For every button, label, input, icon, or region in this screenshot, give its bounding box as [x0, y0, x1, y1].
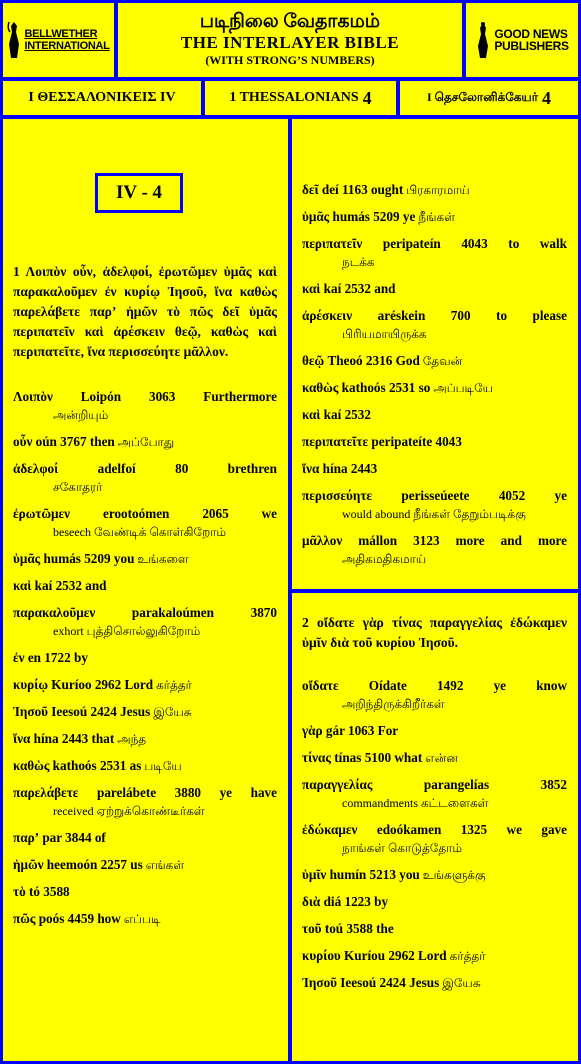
- word-entry-tamil: எங்கள்: [142, 858, 185, 872]
- word-entry-line: [302, 974, 567, 992]
- word-entry-line: [302, 487, 567, 505]
- word-entry-line: [302, 433, 567, 451]
- word-entry-text: ἵνα hína 2443 that: [13, 731, 115, 746]
- word-entry-line: [302, 208, 567, 226]
- title-subtitle: (WITH STRONG’S NUMBERS): [205, 53, 375, 67]
- word-entry-tamil: exhort புத்திசொல்லுகிறோம்: [53, 624, 201, 638]
- word-entry-line: [13, 676, 277, 694]
- word-entry-line: [302, 181, 567, 199]
- word-entry-line: [302, 866, 567, 884]
- word-entry: [13, 505, 277, 541]
- word-entry-tamil: commandments கட்டளைகள்: [342, 796, 489, 810]
- word-entry-line: [302, 235, 567, 253]
- verse-1-word-list-continued: [302, 181, 567, 568]
- right-top-content: [302, 181, 567, 577]
- chapter-label: IV - 4: [95, 173, 183, 213]
- word-entry-line: [302, 947, 567, 965]
- word-entry-text: τίνας tínas 5100 what: [302, 750, 423, 765]
- word-entry-tamil: அதிகமதிகமாய்: [342, 552, 427, 566]
- word-entry: [302, 235, 567, 271]
- left-column-content: [13, 262, 277, 937]
- english-book-title: 1 THESSALONIANS: [229, 90, 359, 105]
- word-entry: [13, 730, 277, 748]
- english-book-header: [205, 81, 396, 115]
- word-entry-line: [13, 910, 277, 928]
- english-chapter-number: 4: [362, 87, 372, 108]
- word-entry-tamil: சகோதரர்: [53, 480, 103, 494]
- word-entry-text: ἵνα hína 2443: [302, 461, 378, 476]
- word-entry-line: [13, 460, 277, 478]
- word-entry-text: ὑμᾶς humás 5209 you: [13, 551, 135, 566]
- word-entry-text: μᾶλλον mállon 3123 more and more: [302, 533, 567, 548]
- word-entry-text: ἐρωτῶμεν erootoómen 2065 we: [13, 506, 277, 521]
- word-entry-tamil: பிரகாரமாய்: [403, 183, 470, 197]
- word-entry-text: οἴδατε Oídate 1492 ye know: [302, 678, 567, 693]
- word-entry-tamil: அன்றியும்: [53, 408, 109, 422]
- word-entry: [302, 947, 567, 965]
- word-entry-text: καὶ kaí 2532: [302, 407, 371, 422]
- word-entry-tamil: அப்போது: [114, 435, 175, 449]
- word-entry: [13, 829, 277, 847]
- word-entry: [13, 460, 277, 496]
- word-entry: [302, 406, 567, 424]
- word-entry-text: ἐδώκαμεν edoókamen 1325 we gave: [302, 822, 567, 837]
- word-entry-text: Λοιπὸν Loipón 3063 Furthermore: [13, 389, 277, 404]
- word-entry: [13, 676, 277, 694]
- word-entry-tamil: would abound நீங்கள் தேறும்படிக்கு: [342, 507, 526, 521]
- word-entry: [302, 749, 567, 767]
- word-entry-text: ἡμῶν heemoón 2257 us: [13, 857, 143, 872]
- word-entry: [302, 460, 567, 478]
- word-entry: [302, 307, 567, 343]
- word-entry-tamil: பிரியமாயிருக்க: [342, 327, 427, 341]
- word-entry-text: παρακαλοῦμεν parakaloúmen 3870: [13, 605, 277, 620]
- word-entry-tamil: நீங்கள்: [415, 210, 456, 224]
- word-entry-line: [302, 379, 567, 397]
- word-entry-text: διὰ diá 1223 by: [302, 894, 389, 909]
- word-entry: [13, 649, 277, 667]
- word-entry-line: [13, 577, 277, 595]
- word-entry-line: [13, 388, 277, 406]
- word-entry-text: περιπατεῖτε peripateíte 4043: [302, 434, 462, 449]
- word-entry-text: ἀρέσκειν aréskein 700 to please: [302, 308, 567, 323]
- word-entry-tamil: கர்த்தர்: [446, 949, 486, 963]
- word-entry-line: [302, 722, 567, 740]
- word-entry-line: [13, 757, 277, 775]
- word-entry: [302, 893, 567, 911]
- word-entry-tamil: நாங்கள் கொடுத்தோம்: [342, 841, 463, 855]
- shepherd-icon: [7, 20, 21, 60]
- word-entry-text: γὰρ gár 1063 For: [302, 723, 399, 738]
- word-entry-tamil: அந்த: [114, 732, 147, 746]
- word-entry-line: [302, 749, 567, 767]
- word-entry-text: τοῦ toú 3588 the: [302, 921, 394, 936]
- word-entry-tamil: நடக்க: [342, 255, 375, 269]
- verse-2-word-list: [302, 677, 567, 992]
- word-entry-text: καὶ kaí 2532 and: [13, 578, 107, 593]
- tamil-book-header: [400, 81, 578, 115]
- word-entry-text: οὖν oún 3767 then: [13, 434, 115, 449]
- word-entry-tamil: received ஏற்றுக்கொண்டீர்கள்: [53, 804, 205, 818]
- word-entry: [302, 974, 567, 992]
- word-entry: [13, 703, 277, 721]
- word-entry-line: [302, 406, 567, 424]
- good-news-logo-text: GOOD NEWS PUBLISHERS: [494, 27, 569, 53]
- word-entry: [13, 550, 277, 568]
- title-panel: [118, 3, 462, 77]
- word-entry: [302, 776, 567, 812]
- word-entry-text: καθὼς kathoós 2531 so: [302, 380, 431, 395]
- greek-book-header: [3, 81, 201, 115]
- word-entry: [302, 280, 567, 298]
- word-entry-tamil: எப்படி: [120, 912, 161, 926]
- word-entry-text: παραγγελίας parangelías 3852: [302, 777, 567, 792]
- word-entry-line: [302, 920, 567, 938]
- title-main: THE INTERLAYER BIBLE: [180, 33, 400, 52]
- word-entry-line: [13, 505, 277, 523]
- word-entry: [13, 784, 277, 820]
- word-entry-line: [302, 776, 567, 794]
- word-entry-line: [13, 856, 277, 874]
- word-entry: [302, 379, 567, 397]
- word-entry-text: καθὼς kathoós 2531 as: [13, 758, 142, 773]
- word-entry-line: [13, 550, 277, 568]
- good-news-logo: [466, 3, 578, 77]
- word-entry: [13, 388, 277, 424]
- right-bottom-content: [302, 613, 567, 1001]
- tamil-book-title: I தெசலோனிக்கேயர்: [426, 90, 538, 104]
- word-entry-text: παρʼ par 3844 of: [13, 830, 106, 845]
- word-entry-tamil: படியே: [141, 759, 182, 773]
- word-entry-line: [302, 893, 567, 911]
- word-entry-tamil: beseech வேண்டிக் கொள்கிறோம்: [53, 525, 227, 539]
- word-entry: [302, 433, 567, 451]
- word-entry-text: τὸ tó 3588: [13, 884, 70, 899]
- bellwether-logo: [3, 3, 114, 77]
- word-entry-tamil: இயேசு: [439, 976, 481, 990]
- word-entry-text: περισσεύητε perisseúeete 4052 ye: [302, 488, 567, 503]
- word-entry-text: παρελάβετε parelábete 3880 ye have: [13, 785, 277, 800]
- word-entry-tamil: அறிந்திருக்கிறீர்கள்: [342, 697, 445, 711]
- word-entry-text: ἀδελφοί adelfoí 80 brethren: [13, 461, 277, 476]
- word-entry-line: [13, 829, 277, 847]
- word-entry: [13, 433, 277, 451]
- word-entry-line: [13, 649, 277, 667]
- word-entry-text: πῶς poós 4459 how: [13, 911, 121, 926]
- word-entry-line: [302, 460, 567, 478]
- word-entry-text: θεῷ Theoó 2316 God: [302, 353, 420, 368]
- word-entry: [13, 757, 277, 775]
- word-entry-text: Ἰησοῦ Ieesoú 2424 Jesus: [13, 704, 151, 719]
- word-entry: [302, 722, 567, 740]
- word-entry: [302, 866, 567, 884]
- word-entry: [13, 577, 277, 595]
- word-entry: [302, 208, 567, 226]
- lamb-icon: [475, 20, 491, 60]
- word-entry: [302, 920, 567, 938]
- verse-1-word-list: [13, 388, 277, 928]
- word-entry: [302, 821, 567, 857]
- word-entry-text: ἐν en 1722 by: [13, 650, 88, 665]
- word-entry-tamil: உங்களுக்கு: [419, 868, 486, 882]
- word-entry: [13, 910, 277, 928]
- word-entry-line: [13, 703, 277, 721]
- word-entry-tamil: அப்படியே: [430, 381, 493, 395]
- word-entry-text: καὶ kaí 2532 and: [302, 281, 396, 296]
- word-entry-text: ὑμῖν humín 5213 you: [302, 867, 420, 882]
- word-entry-line: [13, 433, 277, 451]
- verse-1-text: 1 Λοιπὸν οὖν, ἀδελφοί, ἐρωτῶμεν ὑμᾶς καὶ παρακαλοῦμεν ἐν κυρίῳ Ἰησοῦ, ἵνα καθὼς παρελάβετε παρʼ ἡμῶν τὸ πῶς δεῖ ὑμᾶς περιπατεῖν καὶ ἀρέσκειν θεῷ, καθὼς καὶ περιπατεῖτε, ἵνα περισσεύητε μᾶλλον.: [13, 264, 277, 359]
- word-entry-line: [302, 352, 567, 370]
- title-tamil: படிநிலை வேதாகமம்: [199, 11, 381, 32]
- word-entry-tamil: உங்களை: [134, 552, 189, 566]
- word-entry-tamil: இயேசு: [150, 705, 192, 719]
- word-entry-tamil: என்ன: [422, 751, 458, 765]
- word-entry-text: Ἰησοῦ Ieesoú 2424 Jesus: [302, 975, 440, 990]
- word-entry: [302, 181, 567, 199]
- word-entry-line: [302, 677, 567, 695]
- verse-2-text: 2 οἴδατε γὰρ τίνας παραγγελίας ἐδώκαμεν ὑμῖν διὰ τοῦ κυρίου Ἰησοῦ.: [302, 615, 567, 650]
- word-entry-text: κυρίου Kuríou 2962 Lord: [302, 948, 447, 963]
- word-entry-line: [302, 307, 567, 325]
- word-entry: [302, 487, 567, 523]
- word-entry-line: [13, 883, 277, 901]
- word-entry: [302, 352, 567, 370]
- greek-book-title: I ΘΕΣΣΑΛΟΝΙΚΕΙΣ IV: [28, 90, 176, 105]
- word-entry: [302, 532, 567, 568]
- word-entry: [13, 883, 277, 901]
- word-entry-text: δεῖ deí 1163 ought: [302, 182, 404, 197]
- word-entry: [13, 604, 277, 640]
- word-entry-text: περιπατεῖν peripateín 4043 to walk: [302, 236, 567, 251]
- word-entry-line: [13, 784, 277, 802]
- bellwether-logo-text: BELLWETHER INTERNATIONAL: [24, 28, 110, 52]
- word-entry-line: [13, 604, 277, 622]
- word-entry-line: [302, 821, 567, 839]
- word-entry: [302, 677, 567, 713]
- word-entry-line: [13, 730, 277, 748]
- tamil-chapter-number: 4: [542, 87, 551, 108]
- word-entry-line: [302, 532, 567, 550]
- word-entry-text: ὑμᾶς humás 5209 ye: [302, 209, 416, 224]
- word-entry-tamil: கர்த்தர்: [153, 678, 192, 692]
- word-entry: [13, 856, 277, 874]
- word-entry-text: κυρίῳ Kuríoo 2962 Lord: [13, 677, 154, 692]
- word-entry-tamil: தேவன்: [419, 354, 463, 368]
- word-entry-line: [302, 280, 567, 298]
